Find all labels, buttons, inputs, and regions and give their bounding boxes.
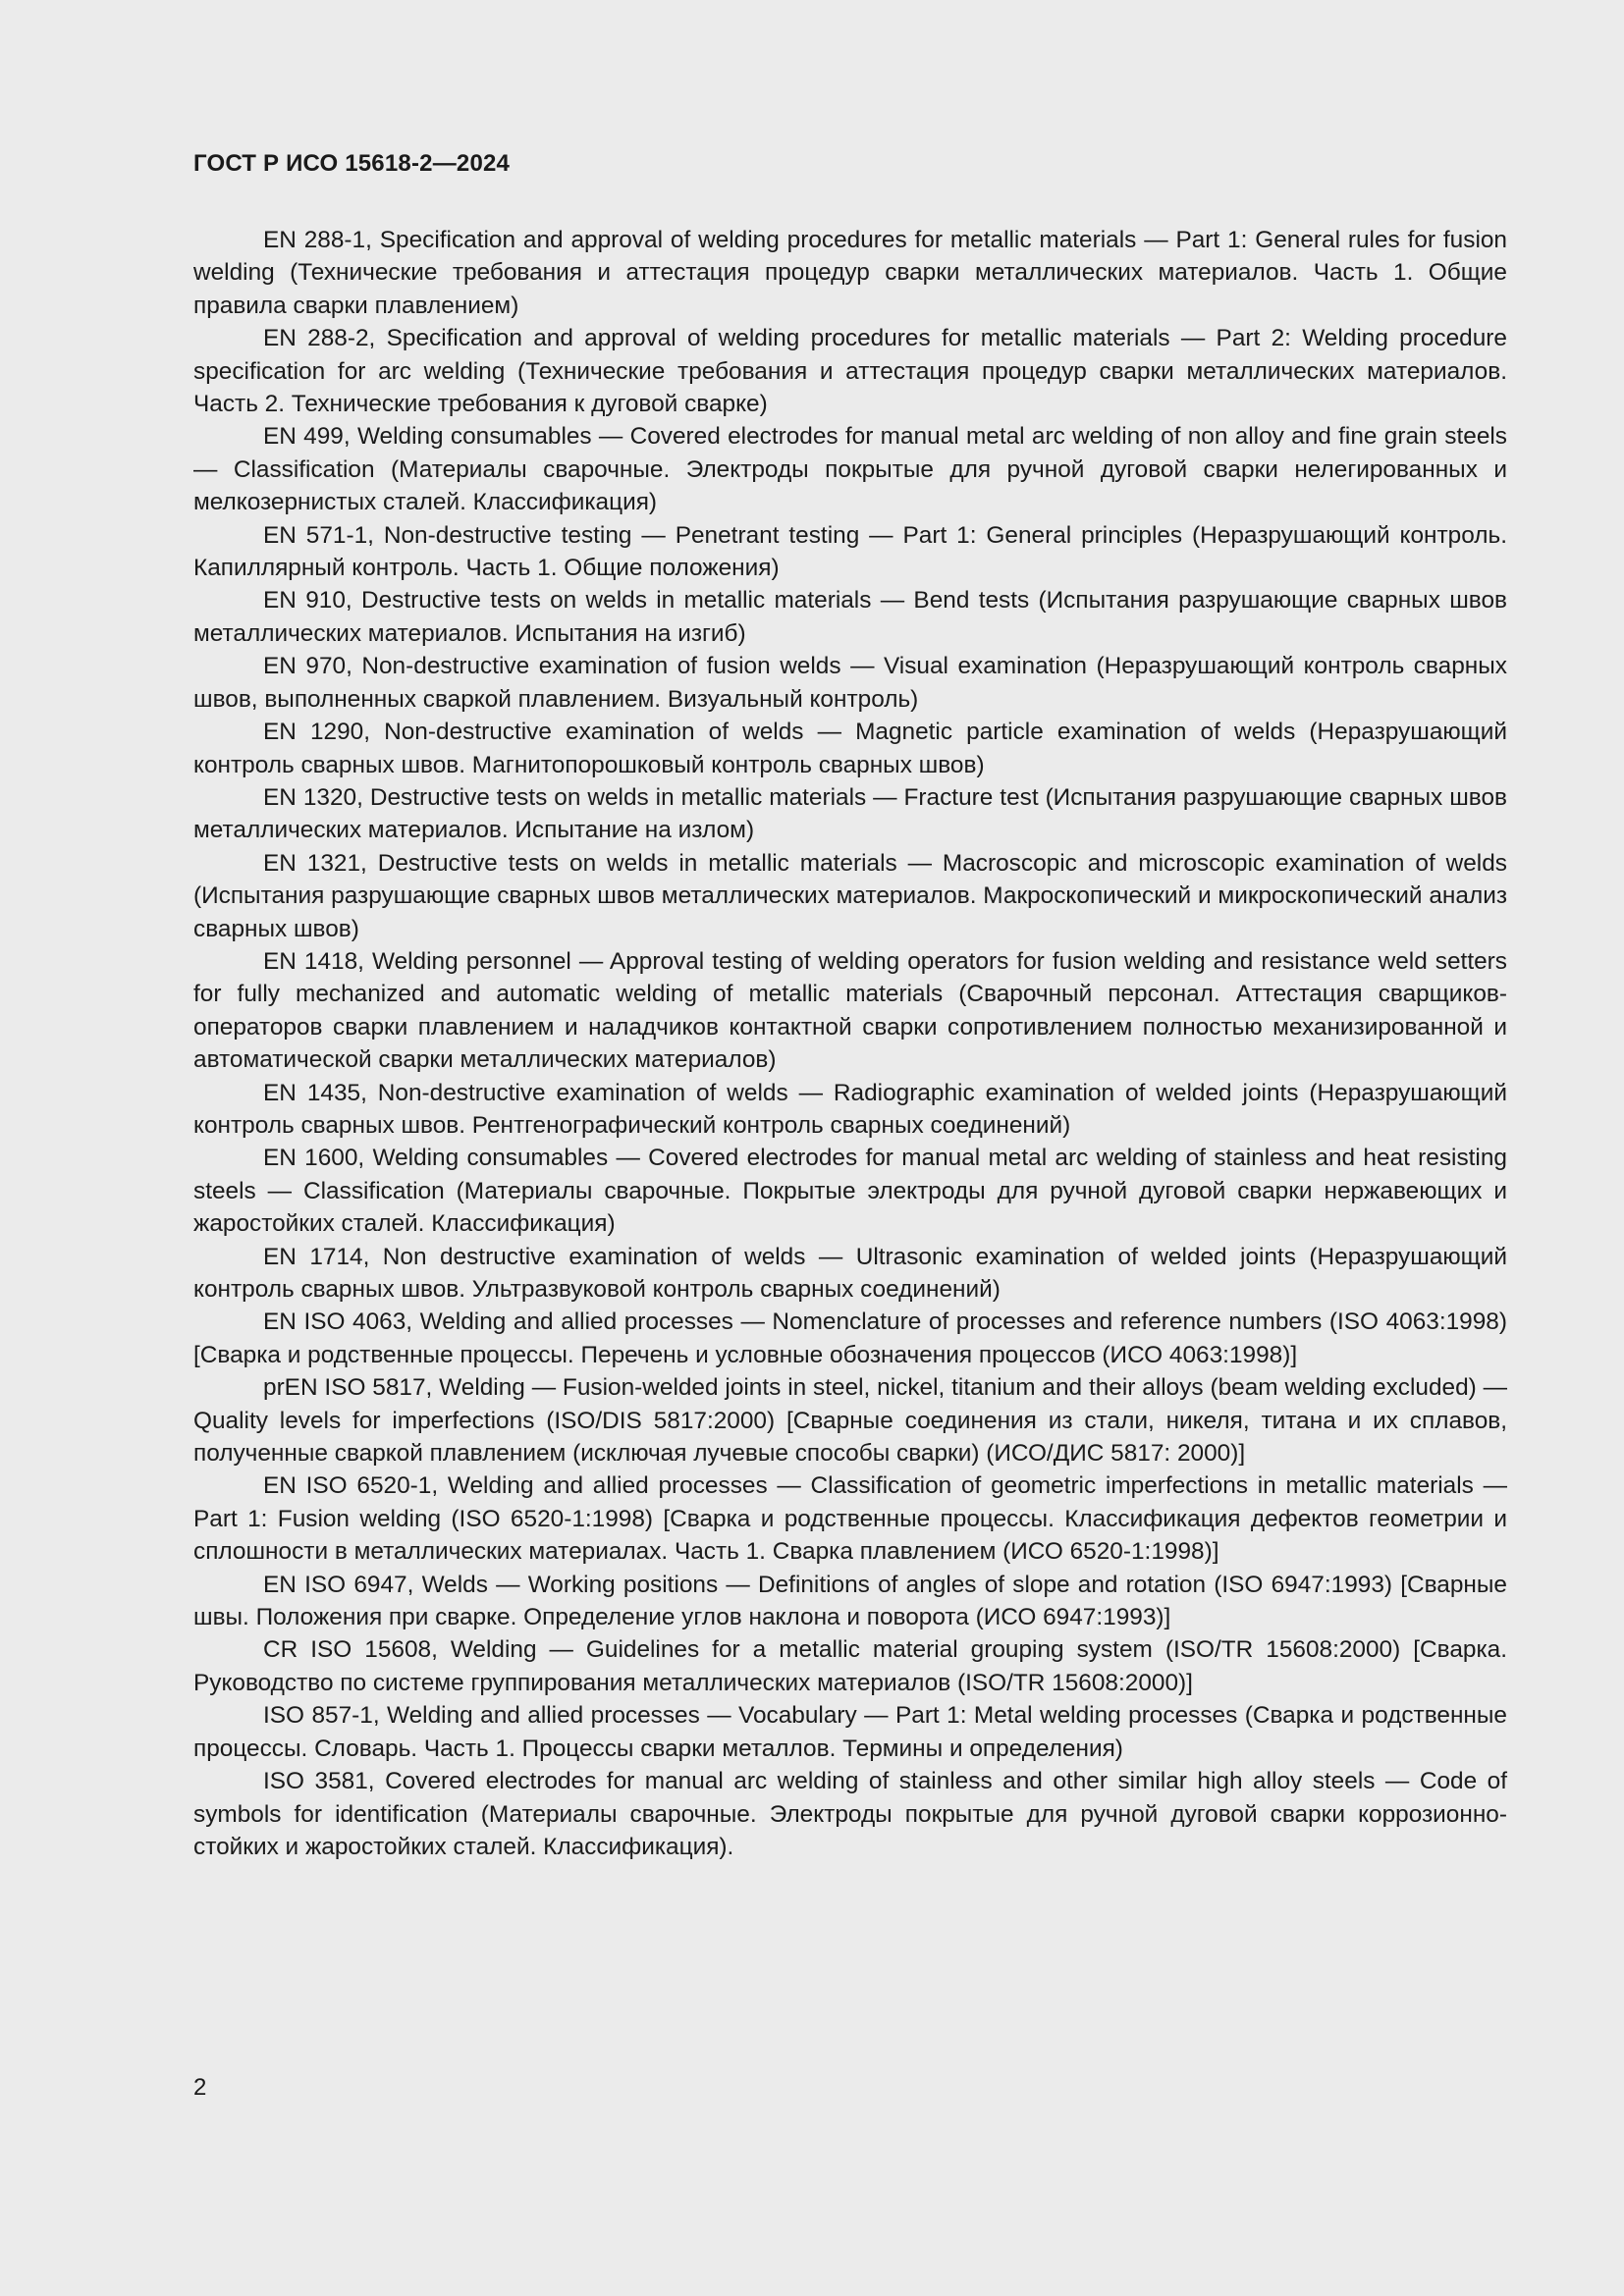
- reference-item: EN ISO 6947, Welds — Working positions — Definitions of angles of slope and rotation (ISO 6947:1993) [Сварные швы. Положения при сварке. Определение углов наклона и поворота (ИСО 6947:1993)]: [193, 1571, 1507, 1631]
- reference-item: CR ISO 15608, Welding — Guidelines for a metallic material grouping system (ISO/TR 15608:2000) [Сварка. Руководство по системе группирования металлических материалов (ISO/TR 15608:2000)]: [193, 1636, 1507, 1696]
- normative-references-list: [193, 224, 1507, 1863]
- reference-item: EN 571-1, Non-destructive testing — Penetrant testing — Part 1: General principles (Неразрушающий контроль. Капиллярный контроль. Часть 1. Общие положения): [193, 521, 1507, 582]
- reference-item: EN ISO 6520-1, Welding and allied processes — Classification of geometric imperfections in metallic materials — Part 1: Fusion welding (ISO 6520-1:1998) [Сварка и родственные процессы. Классификация дефектов геометрии и сплошности в металлических материалах. Часть 1. Сварка плавлением (ИСО 6520-1:1998)]: [193, 1472, 1507, 1566]
- reference-item: EN 970, Non-destructive examination of fusion welds — Visual examination (Неразрушающий контроль сварных швов, выполненных сваркой плавлением. Визуальный контроль): [193, 653, 1507, 713]
- document-header: ГОСТ Р ИСО 15618-2—2024: [193, 150, 511, 177]
- reference-item: EN 910, Destructive tests on welds in metallic materials — Bend tests (Испытания разрушающие сварных швов металлических материалов. Испытания на изгиб): [193, 587, 1507, 647]
- page-number: 2: [193, 2074, 207, 2101]
- reference-item: EN 288-1, Specification and approval of welding procedures for metallic materials — Part 1: General rules for fusion welding (Технические требования и аттестация процедур сварки металлических материалов. Часть 1. Общие правила сварки плавлением): [193, 227, 1507, 319]
- reference-item: EN 1714, Non destructive examination of welds — Ultrasonic examination of welded joints (Неразрушающий контроль сварных швов. Ультразвуковой контроль сварных соединений): [193, 1243, 1507, 1303]
- reference-item: EN 1321, Destructive tests on welds in metallic materials — Macroscopic and microscopic examination of welds (Испытания разрушающие сварных швов металлических материалов. Макроскопический и микроскопический анализ сварных швов): [193, 849, 1507, 942]
- reference-item: EN 1290, Non-destructive examination of welds — Magnetic particle examination of welds (Неразрушающий контроль сварных швов. Магнитопорошковый контроль сварных швов): [193, 719, 1507, 778]
- reference-item: ISO 857-1, Welding and allied processes — Vocabulary — Part 1: Metal welding processes (Сварка и родственные процессы. Словарь. Часть 1. Процессы сварки металлов. Термины и определения): [193, 1702, 1507, 1762]
- reference-item: EN 499, Welding consumables — Covered electrodes for manual metal arc welding of non alloy and fine grain steels — Classification (Материалы сварочные. Электроды покрытые для ручной дуговой сварки нелегированных и мелкозернистых сталей. Классификация): [193, 423, 1507, 516]
- reference-item: EN 1418, Welding personnel — Approval testing of welding operators for fusion welding and resistance weld setters for fully mechanized and automatic welding of metallic materials (Сварочный персонал. Аттестация сварщиков-операторов сварки плавлением и наладчиков контактной сварки сопротивлением полностью механизированной и автоматической сварки металлических материалов): [193, 947, 1507, 1074]
- reference-item: EN 288-2, Specification and approval of welding procedures for metallic materials — Part 2: Welding procedure specification for arc welding (Технические требования и аттестация процедур сварки металлических материалов. Часть 2. Технические требования к дуговой сварке): [193, 325, 1507, 418]
- reference-item: prEN ISO 5817, Welding — Fusion-welded joints in steel, nickel, titanium and their alloys (beam welding excluded) — Quality levels for imperfections (ISO/DIS 5817:2000) [Сварные соединения из стали, никеля, титана и их сплавов, полученные сваркой плавлением (исключая лучевые способы сварки) (ИСО/ДИС 5817: 2000)]: [193, 1374, 1507, 1468]
- reference-item: EN 1600, Welding consumables — Covered electrodes for manual metal arc welding of stainless and heat resisting steels — Classification (Материалы сварочные. Покрытые электроды для ручной дуговой сварки нержавеющих и жаростойких сталей. Классификация): [193, 1145, 1507, 1238]
- reference-item: EN ISO 4063, Welding and allied processes — Nomenclature of processes and reference numbers (ISO 4063:1998) [Сварка и родственные процессы. Перечень и условные обозначения процессов (ИСО 4063:1998)]: [193, 1308, 1507, 1368]
- reference-item: ISO 3581, Covered electrodes for manual arc welding of stainless and other similar high alloy steels — Code of symbols for identification (Материалы сварочные. Электроды покрытые для ручной дуговой сварки коррозионно-стойких и жаростойких сталей. Классификация).: [193, 1768, 1507, 1860]
- reference-item: EN 1320, Destructive tests on welds in metallic materials — Fracture test (Испытания разрушающие сварных швов металлических материалов. Испытание на излом): [193, 783, 1507, 844]
- reference-item: EN 1435, Non-destructive examination of welds — Radiographic examination of welded joints (Неразрушающий контроль сварных швов. Рентгенографический контроль сварных соединений): [193, 1079, 1507, 1139]
